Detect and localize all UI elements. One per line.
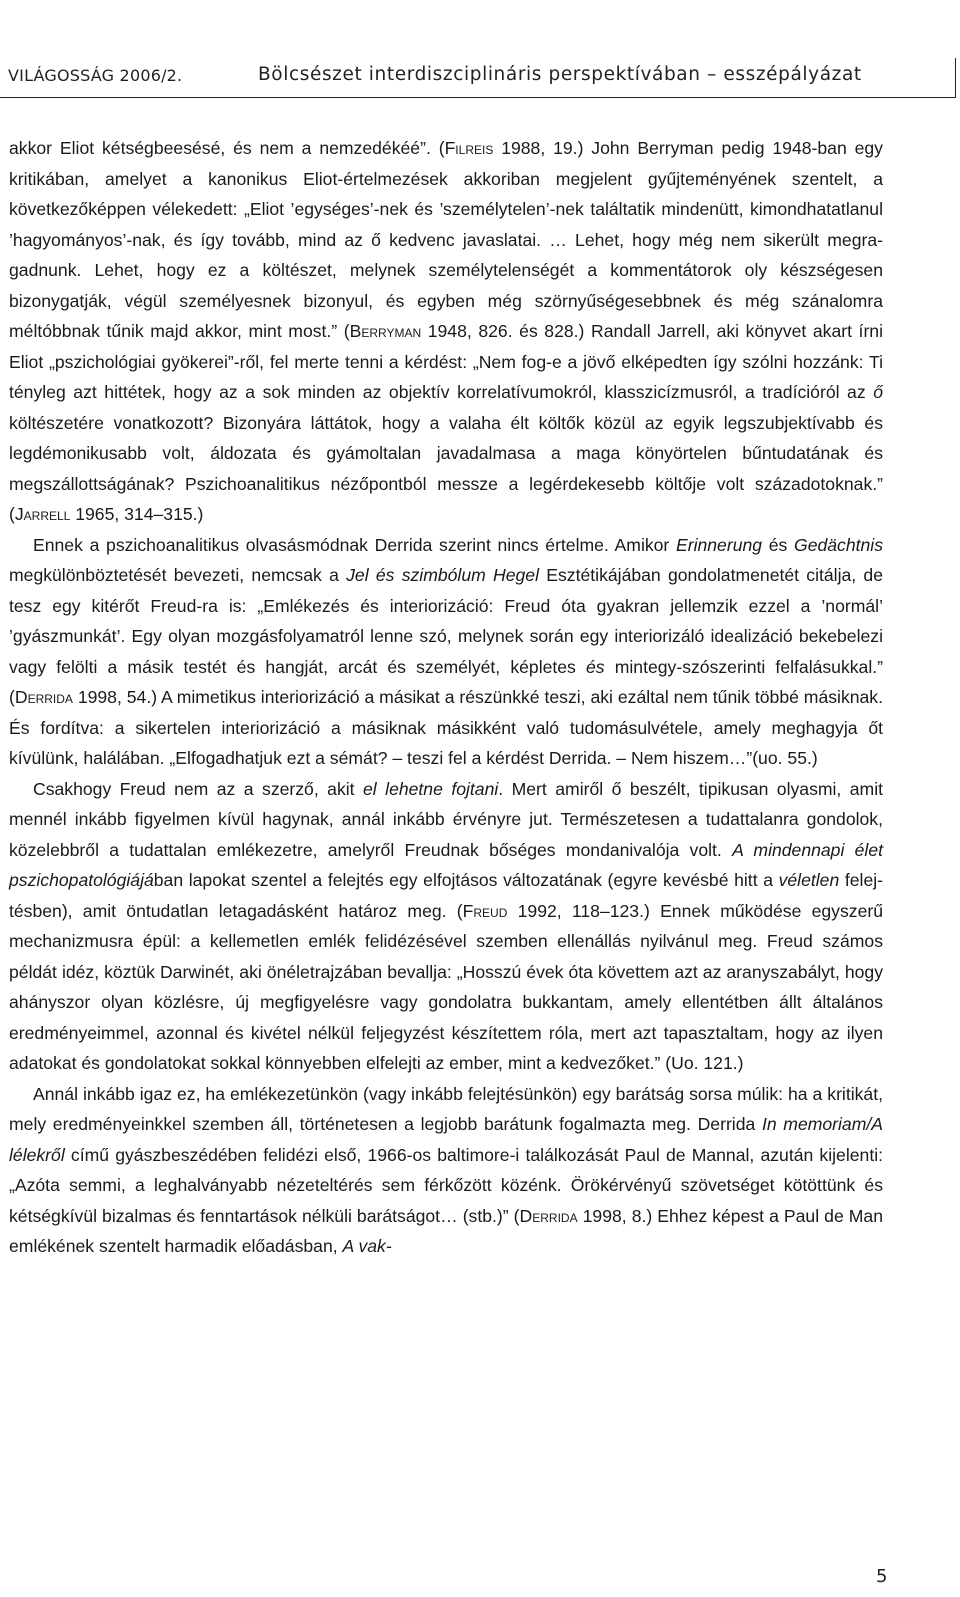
page-number: 5 xyxy=(876,1566,888,1587)
text-run: Ennek a pszichoanalitikus olvasásmódnak Derrida szerint nincs értelme. Amikor xyxy=(33,534,676,555)
text-run: és xyxy=(762,534,795,555)
text-run: . Mert amiről ő beszélt, tipikusan olyasmi, amit mennél inkább figyelmen kívül hagynak, annál inkább érvényre jut. Természetesen a tudattalanra gondolok, közelebbről a tudattalan emlékezetre, amelyről Freudnak bőséges mondanivalója volt. xyxy=(9,778,884,860)
italic-run: In memoriam/A lélekről xyxy=(9,1114,883,1165)
text-run: felejtésben), amit öntudatlan letagadásként határoz meg. ( xyxy=(9,870,883,921)
body-text xyxy=(9,133,883,1262)
text-run: megkülönböztetését bevezeti, nemcsak a xyxy=(9,565,347,585)
section-title: Bölcsészet interdiszciplináris perspektívában – esszépályázat xyxy=(258,64,862,85)
author-citation: Freud xyxy=(462,900,508,921)
journal-issue: VILÁGOSSÁG 2006/2. xyxy=(8,66,183,85)
italic-run: Erinnerung xyxy=(675,534,763,555)
italic-run: Jel és szimbólum Hegel xyxy=(346,565,540,585)
author-citation: Berryman xyxy=(349,321,422,341)
text-run: 1948, 826. és 828.) Randall Jarrell, aki könyvet akart írni Eliot „pszichológiai gyökerei”-ről, fel merte tenni a kérdést: „Nem fog-e a jövő elképedten így szólni hozzánk: Ti tényleg azt hittétek, hogy az a sok minden az objektív korrelatívumokról, klasszicízmusról, a tradícióról az xyxy=(9,321,883,402)
text-run: 1998, 8.) Ehhez képest a Paul de Man emlékének szentelt harmadik előadásban, xyxy=(9,1205,883,1256)
author-citation: Derrida xyxy=(14,687,73,707)
text-run: 1965, 314–315.) xyxy=(70,504,204,524)
paragraph xyxy=(9,1079,883,1262)
text-run: mintegy-szószerinti felfalásukkal.” ( xyxy=(9,656,883,707)
text-run: 1992, 118–123.) Ennek működése egyszerű mechanizmusra épül: a kellemetlen emlék felidézésével szemben ellenállás nyilvánul meg. Freud számos példát idéz, köztük Darwinét, aki önéletrajzában bevallja: „Hosszú évek óta követtem azt az aranyszabályt, hogy ahányszor olyan közlésre, új megfigyelésre vagy gondolatra bukkantam, amely ellentétben állt általános eredményeimmel, azonnal és kivétel nélkül feljegyzést készítettem róla, mert azt tapasztaltam, hogy az ilyen adatokat és gondolatokat sokkal könnyebben elfelejti az ember, mint a kedvezőket.” (Uo. 121.) xyxy=(9,900,883,1073)
text-run: Annál inkább igaz ez, ha emlékezetünkön (vagy inkább felejtésünkön) egy barátság sorsa múlik: ha a kritikát, mely eredményeinkkel szemben áll, történetesen a legjobb barátunk fogalmazta meg. Derrida xyxy=(9,1083,883,1134)
italic-run: el lehetne fojtani xyxy=(363,778,499,799)
text-run: költészetére vonatkozott? Bizonyára láttátok, hogy a valaha élt költők közül az egyik legszubjektívabb és legdémonikusabb volt, áldozata és gyámoltalan javadalmasa a maga könyörtelen bűntudatának és megszállottságának? Pszichoanalitikus nézőpontból messze a legérdekesebb költője volt századotoknak.” ( xyxy=(9,412,883,524)
author-citation: Jarrell xyxy=(14,504,71,524)
running-header xyxy=(0,58,956,98)
paragraph xyxy=(9,133,883,530)
author-citation: Filreis xyxy=(444,138,494,158)
italic-run: Gedächtnis xyxy=(794,534,884,555)
author-citation: Derrida xyxy=(519,1205,578,1226)
italic-run: véletlen xyxy=(778,870,840,890)
text-run: ban lapokat szentel a felejtés egy elfojtásos változatának (egyre kevésbé hitt a xyxy=(153,870,779,890)
paragraph xyxy=(9,530,883,774)
paragraph xyxy=(9,774,883,1079)
text-run: akkor Eliot kétségbeesésé, és nem a nemzedékéé”. ( xyxy=(9,138,445,158)
italic-run: A mindennapi élet pszichopatológiájá xyxy=(9,839,883,890)
italic-run: A vak- xyxy=(342,1236,392,1256)
text-run: 1998, 54.) A mimetikus interiorizáció a másikat a részünkké teszi, aki ezáltal nem tűnik többé másiknak. És fordítva: a sikertelen interiorizáció a másiknak másikként való tudomásulvétele, amely meghagyja őt kívülünk, halálában. „Elfogadhatjuk ezt a sémát? – teszi fel a kérdést Derrida. – Nem hiszem…”(uo. 55.) xyxy=(9,687,883,768)
italic-run: és xyxy=(586,656,605,677)
text-run: Esztétikájában gondolatmenetét citálja, de tesz egy kitérőt Freud-ra is: „Emlékezés és interiorizáció: Freud óta gyakran jellemzik ezzel a ’normál’ ’gyászmunkát’. Egy olyan mozgásfolyamatról lenne szó, melynek során egy interiorizáló idealizáció bekebelezi vagy felölti a másik testét és hangját, arcát és személyét, képletes xyxy=(9,565,883,677)
text-run: című gyászbeszédében felidézi első, 1966-os baltimore-i találkozását Paul de Mannal, azután kijelenti: „Azóta semmi, a leghalványabb nézeteltérés sem férkőzött közénk. Örökérvényű szövetséget kötöttünk és kétségkívül bizalmas és fenntartások nélküli barátságot… (stb.)” ( xyxy=(9,1144,883,1226)
text-run: 1988, 19.) John Berryman pedig 1948-ban egy kritikában, amelyet a kanonikus Eliot-értelmezések akkoriban megjelent gyűjteményének szentelt, a következőképpen vélekedett: „Eliot ’egységes’-nek és ’személytelen’-nek találtatik mindenütt, kimondhatatlanul ’hagyományos’-nak, és így tovább, mind az ő kedvenc javaslatai. … Lehet, hogy még nem sikerült megragadnunk. Lehet, hogy ez a költészet, melynek személytelenségét a kommentátorok oly készségesen bizonygatják, végül személyesnek bizonyul, és egyben még szörnyűségesebbnek és még szánalomra méltóbbnak tűnik majd akkor, mint most.” ( xyxy=(9,138,883,341)
italic-run: ő xyxy=(873,382,883,402)
text-run: Csakhogy Freud nem az a szerző, akit xyxy=(33,778,364,799)
